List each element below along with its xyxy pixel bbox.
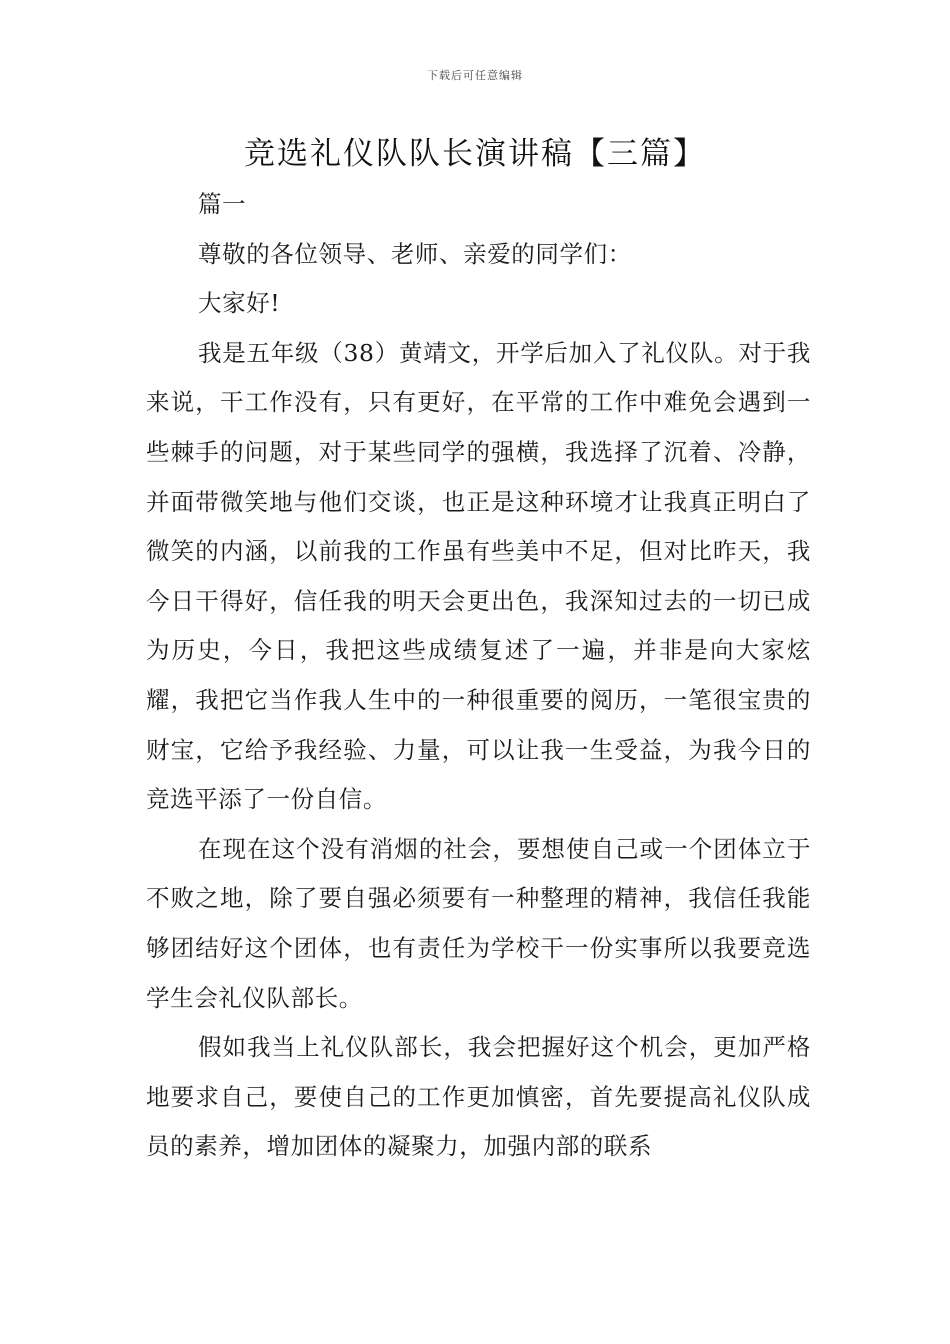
document-title: 竞选礼仪队队长演讲稿【三篇】 [244,136,706,172]
greeting: 大家好! [198,289,281,318]
document-body [146,180,811,1172]
salutation: 尊敬的各位领导、老师、亲爱的同学们： [198,239,632,268]
paragraph-1: 我是五年级（38）黄靖文，开学后加入了礼仪队。对于我来说，干工作没有，只有更好，在平常的工作中难免会遇到一些棘手的问题，对于某些同学的强横，我选择了沉着、冷静，并面带微笑地与他们交谈，也正是这种环境才让我真正明白了微笑的内涵，以前我的工作虽有些美中不足，但对比昨天，我今日干得好，信任我的明天会更出色，我深知过去的一切已成为历史，今日，我把这些成绩复述了一遍，并非是向大家炫耀，我把它当作我人生中的一种很重要的阅历，一笔很宝贵的财宝，它给予我经验、力量，可以让我一生受益，为我今日的竞选平添了一份自信。 [146,338,811,814]
paragraph-3: 假如我当上礼仪队部长，我会把握好这个机会，更加严格地要求自己，要使自己的工作更加慎密，首先要提高礼仪队成员的素养，增加团体的凝聚力，加强内部的联系 [146,1033,811,1161]
page-header-note: 下载后可任意编辑 [427,69,523,82]
section-label: 篇一 [198,190,247,218]
paragraph-2: 在现在这个没有消烟的社会，要想使自己或一个团体立于不败之地，除了要自强必须要有一种整理的精神，我信任我能够团结好这个团体，也有责任为学校干一份实事所以我要竞选学生会礼仪队部长。 [146,834,811,1012]
